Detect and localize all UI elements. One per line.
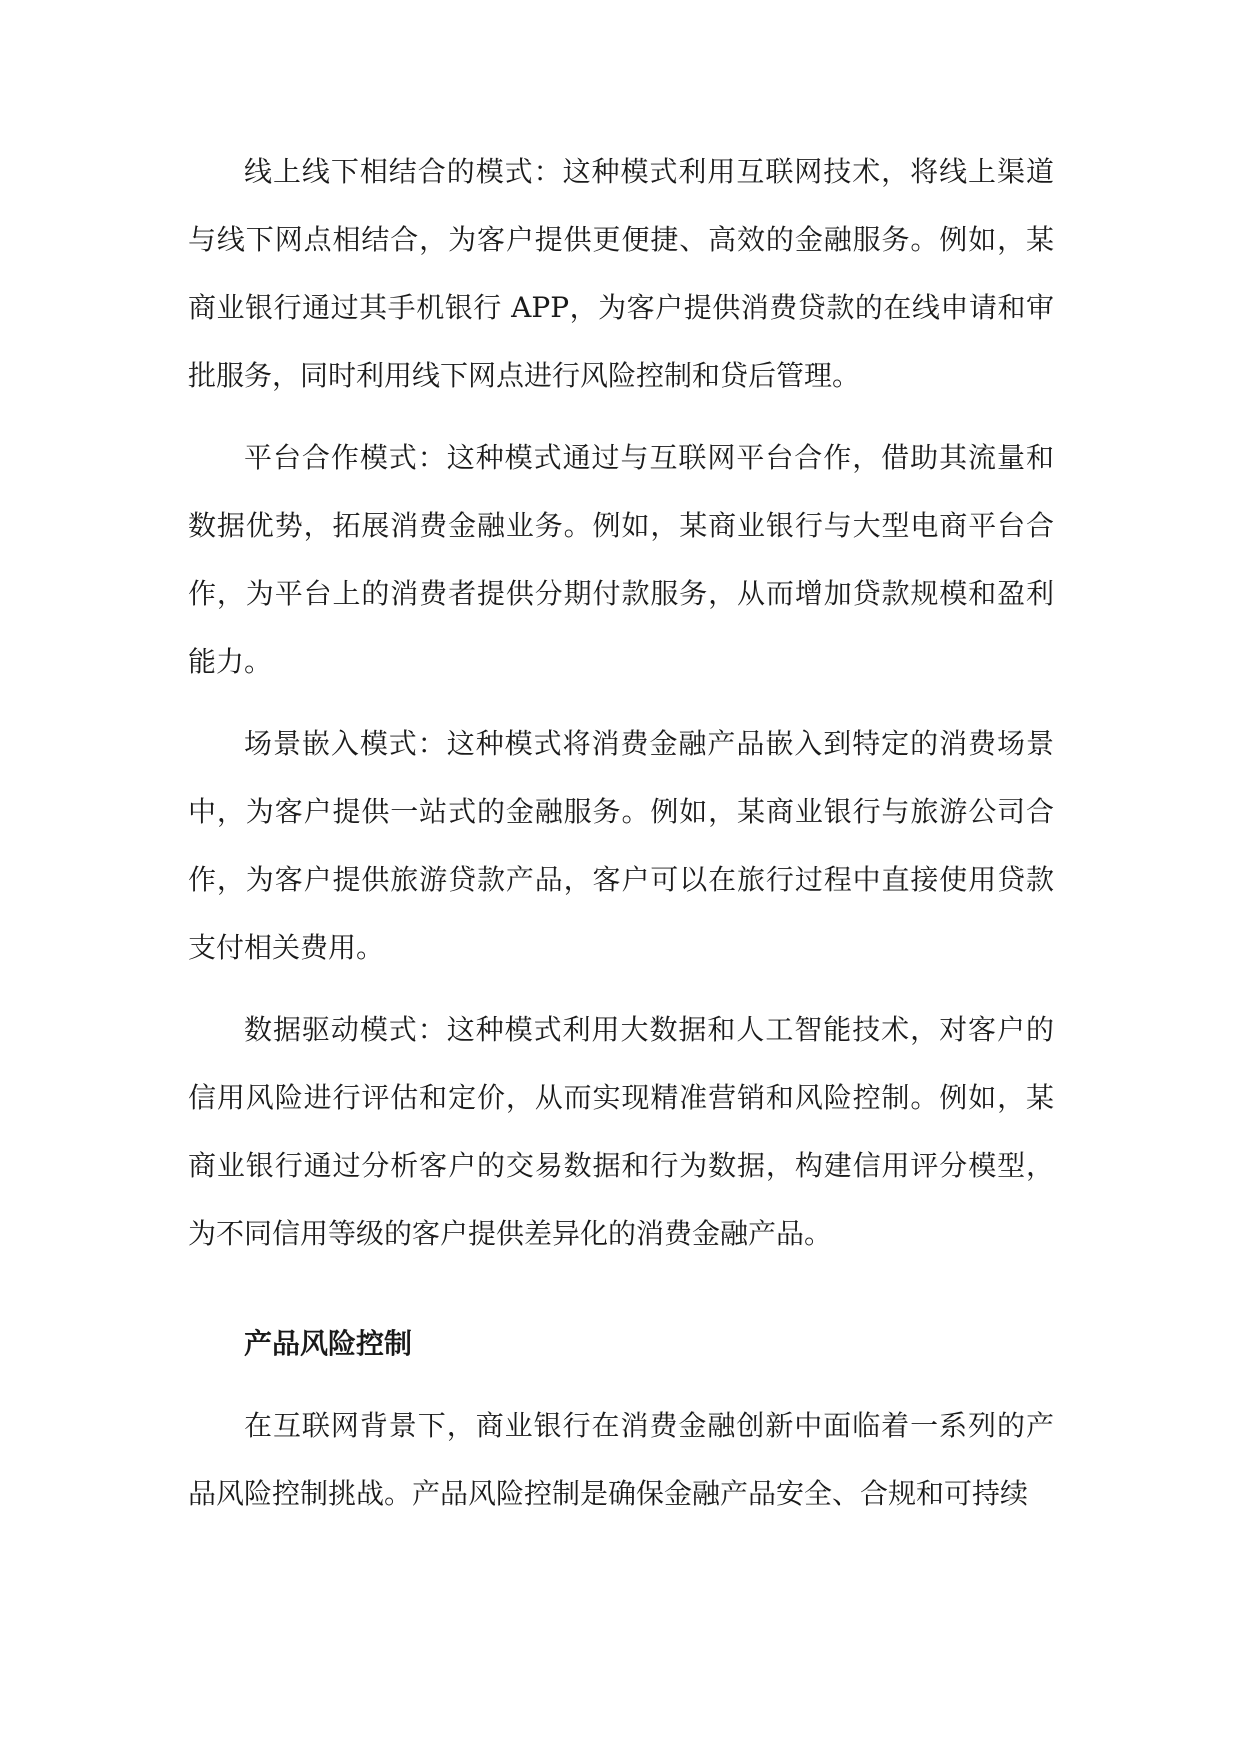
- paragraph-platform-cooperation-model: 平台合作模式：这种模式通过与互联网平台合作，借助其流量和数据优势，拓展消费金融业务。例如，某商业银行与大型电商平台合作，为平台上的消费者提供分期付款服务，从而增加贷款规模和盈利能力。: [188, 441, 1054, 678]
- paragraph-data-driven-model: 数据驱动模式：这种模式利用大数据和人工智能技术，对客户的信用风险进行评估和定价，从而实现精准营销和风险控制。例如，某商业银行通过分析客户的交易数据和行为数据，构建信用评分模型，为不同信用等级的客户提供差异化的消费金融产品。: [188, 1013, 1054, 1250]
- paragraph-product-risk-intro: 在互联网背景下，商业银行在消费金融创新中面临着一系列的产品风险控制挑战。产品风险控制是确保金融产品安全、合规和可持续: [188, 1409, 1054, 1510]
- document-body: [188, 138, 1054, 1528]
- paragraph-scenario-embedding-model: 场景嵌入模式：这种模式将消费金融产品嵌入到特定的消费场景中，为客户提供一站式的金融服务。例如，某商业银行与旅游公司合作，为客户提供旅游贷款产品，客户可以在旅行过程中直接使用贷款支付相关费用。: [188, 727, 1054, 964]
- section-heading-product-risk-control: 产品风险控制: [244, 1327, 413, 1360]
- paragraph-online-offline-model: 线上线下相结合的模式：这种模式利用互联网技术，将线上渠道与线下网点相结合，为客户提供更便捷、高效的金融服务。例如，某商业银行通过其手机银行 APP，为客户提供消费贷款的在线申请和审批服务，同时利用线下网点进行风险控制和贷后管理。: [188, 155, 1054, 392]
